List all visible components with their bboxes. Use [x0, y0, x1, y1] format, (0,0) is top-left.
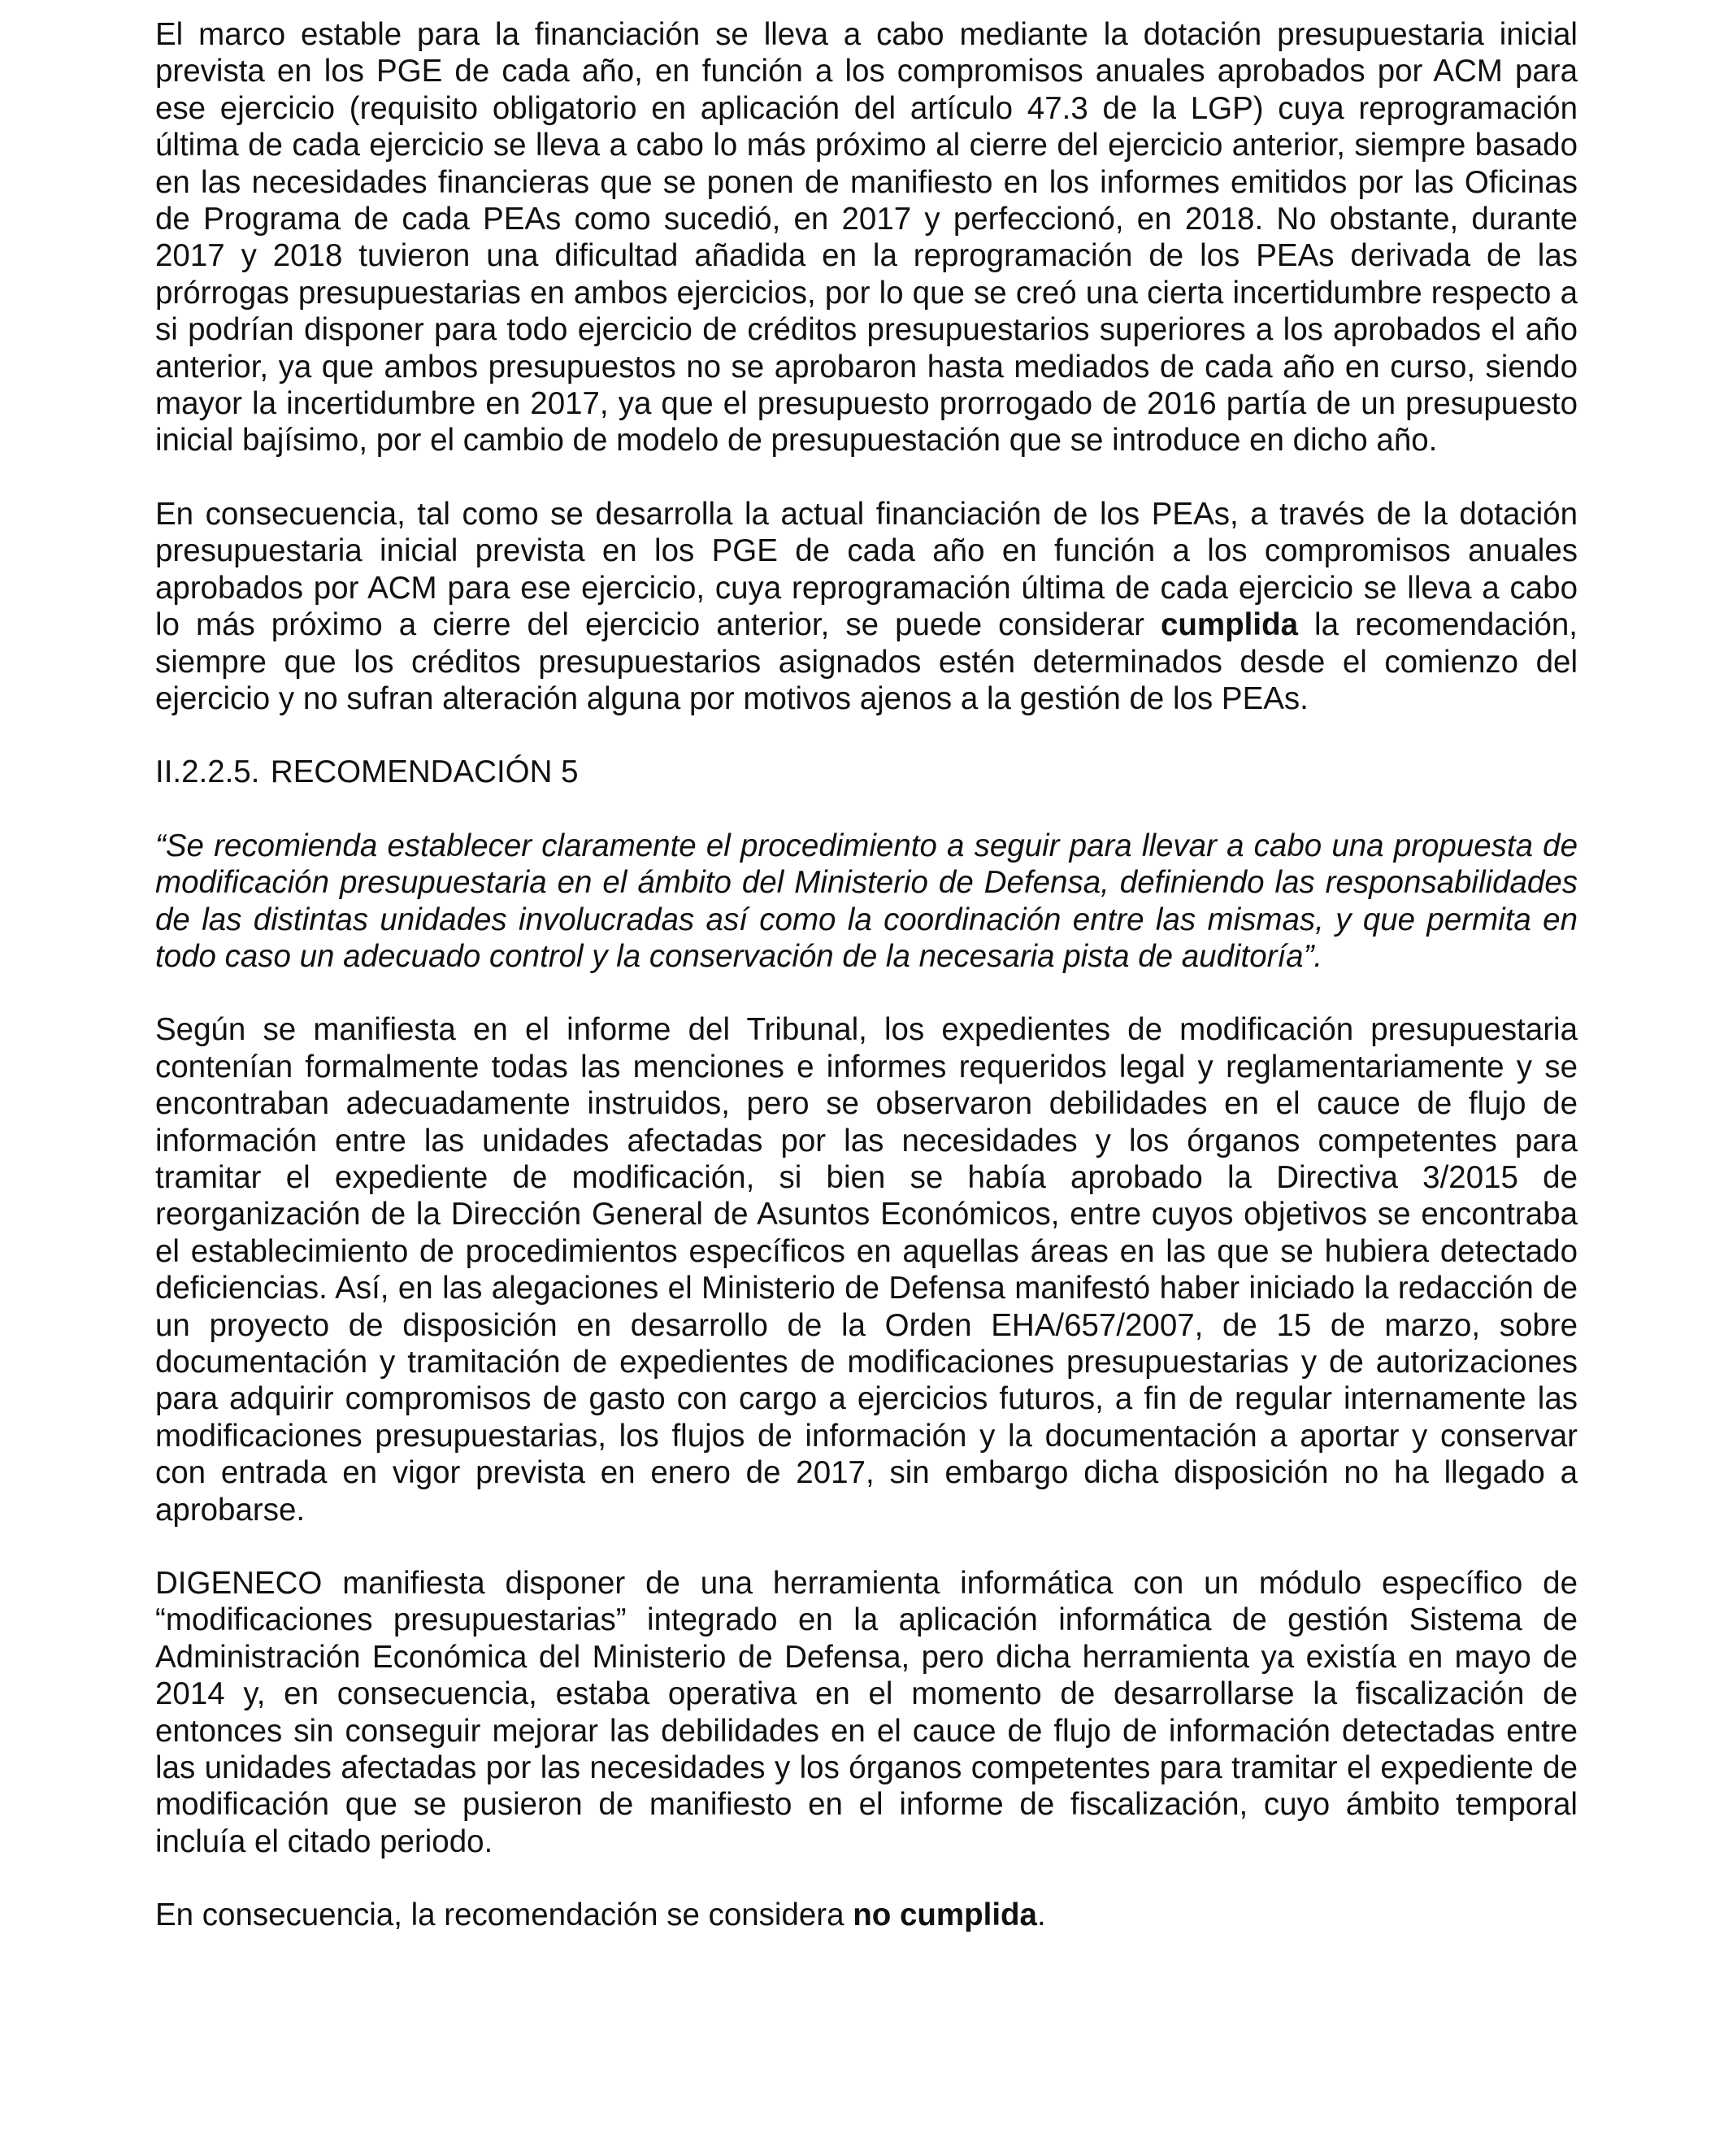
paragraph-text: . — [1036, 1897, 1046, 1933]
paragraph-digeneco-tool: DIGENECO manifiesta disponer de una herramienta informática con un módulo específico de “modificaciones presupuestarias” integrado en la aplicación informática de gestión Sistema de Administración Económica del Ministerio de Defensa, pero dicha herramienta ya existía en mayo de 2014 y, en consecuencia, estaba operativa en el momento de desarrollarse la fiscalización de entonces sin conseguir mejorar las debilidades en el cauce de flujo de información detectadas entre las unidades afectadas por las necesidades y los órganos competentes para tramitar el expediente de modificación que se pusieron de manifiesto en el informe de fiscalización, cuyo ámbito temporal incluía el citado periodo. — [155, 1566, 1578, 1859]
paragraph-text: En consecuencia, tal como se desarrolla la actual financiación de los PEAs, a través de la dotación presupuestaria inicial prevista en los PGE de cada año en función a los compromisos anuales aprobados por ACM para ese ejercicio, cuya reprogramación última de cada ejercicio se lleva a cabo lo más próximo a cierre del ejercicio anterior, se puede considerar — [155, 496, 1578, 643]
status-cumplida: cumplida — [1161, 607, 1299, 643]
paragraph-text: la recomendación, siempre que los créditos presupuestarios asignados estén determinados desde el comienzo del ejercicio y no sufran alteración alguna por motivos ajenos a la gestión de los PEAs. — [155, 607, 1578, 716]
document-page — [155, 16, 1578, 1971]
paragraph-conclusion-recommendation-4 — [155, 496, 1578, 717]
section-number: II.2.2.5. — [155, 754, 260, 790]
paragraph-conclusion-recommendation-5 — [155, 1897, 1578, 1933]
paragraph-text: En consecuencia, la recomendación se considera — [155, 1897, 853, 1933]
section-title: RECOMENDACIÓN 5 — [270, 754, 579, 790]
status-no-cumplida: no cumplida — [853, 1897, 1037, 1933]
paragraph-tribunal-report: Según se manifiesta en el informe del Tribunal, los expedientes de modificación presupuestaria contenían formalmente todas las menciones e informes requeridos legal y reglamentariamente y se encontraban adecuadamente instruidos, pero se observaron debilidades en el cauce de flujo de información entre las unidades afectadas por las necesidades y los órganos competentes para tramitar el expediente de modificación, si bien se había aprobado la Directiva 3/2015 de reorganización de la Dirección General de Asuntos Económicos, entre cuyos objetivos se encontraba el establecimiento de procedimientos específicos en aquellas áreas en las que se hubiera detectado deficiencias. Así, en las alegaciones el Ministerio de Defensa manifestó haber iniciado la redacción de un proyecto de disposición en desarrollo de la Orden EHA/657/2007, de 15 de marzo, sobre documentación y tramitación de expedientes de modificaciones presupuestarias y de autorizaciones para adquirir compromisos de gasto con cargo a ejercicios futuros, a fin de regular internamente las modificaciones presupuestarias, los flujos de información y la documentación a aportar y conservar con entrada en vigor prevista en enero de 2017, sin embargo dicha disposición no ha llegado a aprobarse. — [155, 1012, 1578, 1528]
recommendation-quote: “Se recomienda establecer claramente el procedimiento a seguir para llevar a cabo una propuesta de modificación presupuestaria en el ámbito del Ministerio de Defensa, definiendo las responsabilidades de las distintas unidades involucradas así como la coordinación entre las mismas, y que permita en todo caso un adecuado control y la conservación de la necesaria pista de auditoría”. — [155, 828, 1578, 974]
section-heading — [155, 754, 1578, 790]
paragraph-financing-framework: El marco estable para la financiación se lleva a cabo mediante la dotación presupuestaria inicial prevista en los PGE de cada año, en función a los compromisos anuales aprobados por ACM para ese ejercicio (requisito obligatorio en aplicación del artículo 47.3 de la LGP) cuya reprogramación última de cada ejercicio se lleva a cabo lo más próximo al cierre del ejercicio anterior, siempre basado en las necesidades financieras que se ponen de manifiesto en los informes emitidos por las Oficinas de Programa de cada PEAs como sucedió, en 2017 y perfeccionó, en 2018. No obstante, durante 2017 y 2018 tuvieron una dificultad añadida en la reprogramación de los PEAs derivada de las prórrogas presupuestarias en ambos ejercicios, por lo que se creó una cierta incertidumbre respecto a si podrían disponer para todo ejercicio de créditos presupuestarios superiores a los aprobados el año anterior, ya que ambos presupuestos no se aprobaron hasta mediados de cada año en curso, siendo mayor la incertidumbre en 2017, ya que el presupuesto prorrogado de 2016 partía de un presupuesto inicial bajísimo, por el cambio de modelo de presupuestación que se introduce en dicho año. — [155, 17, 1578, 459]
